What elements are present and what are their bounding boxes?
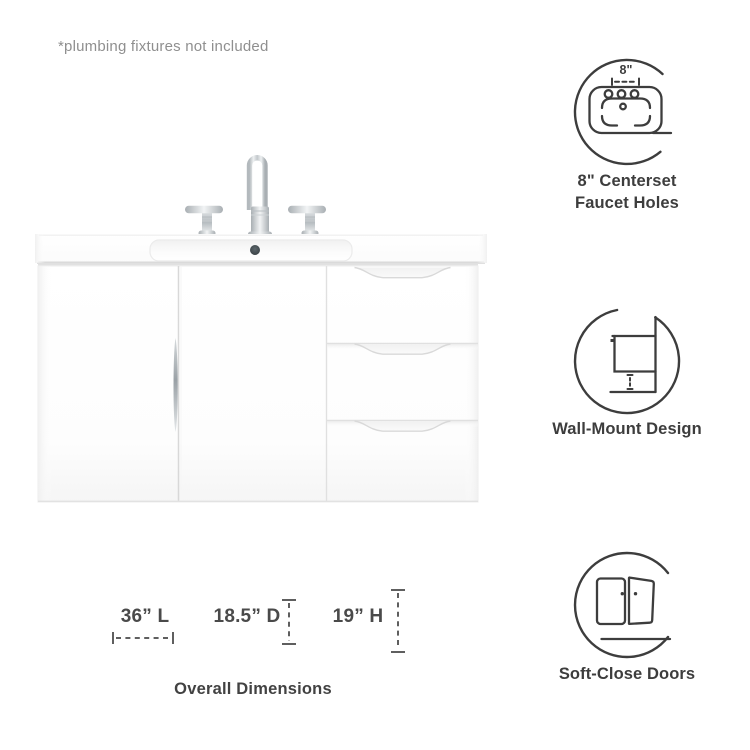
faucet-handle-right: [288, 206, 326, 236]
feature-label-line: Wall-Mount Design: [552, 420, 702, 438]
icon-measure-label: 8": [619, 63, 633, 77]
vanity-illustration: [30, 140, 540, 520]
feature-label: [537, 170, 717, 214]
countertop-sink: [35, 234, 487, 263]
feature-label-line: Faucet Holes: [575, 194, 679, 212]
feature-label: [537, 663, 717, 685]
dimension-height: 19” H: [332, 606, 384, 627]
faucet-handle-left: [185, 206, 223, 236]
faucet-spout: [248, 158, 272, 237]
dimensions-caption: Overall Dimensions: [174, 680, 332, 698]
feature-label: [537, 418, 717, 440]
length-ruler-icon: [110, 631, 176, 645]
feature-faucet-holes: [537, 50, 717, 214]
feature-label-line: Soft-Close Doors: [558, 665, 696, 683]
faucet: [185, 158, 326, 237]
height-ruler-icon: [390, 587, 406, 655]
feature-label-line: 8" Centerset: [577, 172, 677, 190]
depth-ruler-icon: [281, 597, 297, 647]
overflow-hole: [250, 245, 260, 255]
disclaimer-text: *plumbing fixtures not included: [58, 38, 269, 55]
sink-top-view-icon: [567, 50, 687, 170]
feature-soft-close: [537, 543, 717, 685]
cabinet: [38, 264, 478, 502]
double-door-icon: [567, 543, 687, 663]
wall-mount-cabinet-icon: [567, 298, 687, 418]
dimension-length: 36” L: [120, 606, 170, 627]
dimension-depth: 18.5” D: [213, 606, 281, 627]
feature-wall-mount: [537, 298, 717, 440]
